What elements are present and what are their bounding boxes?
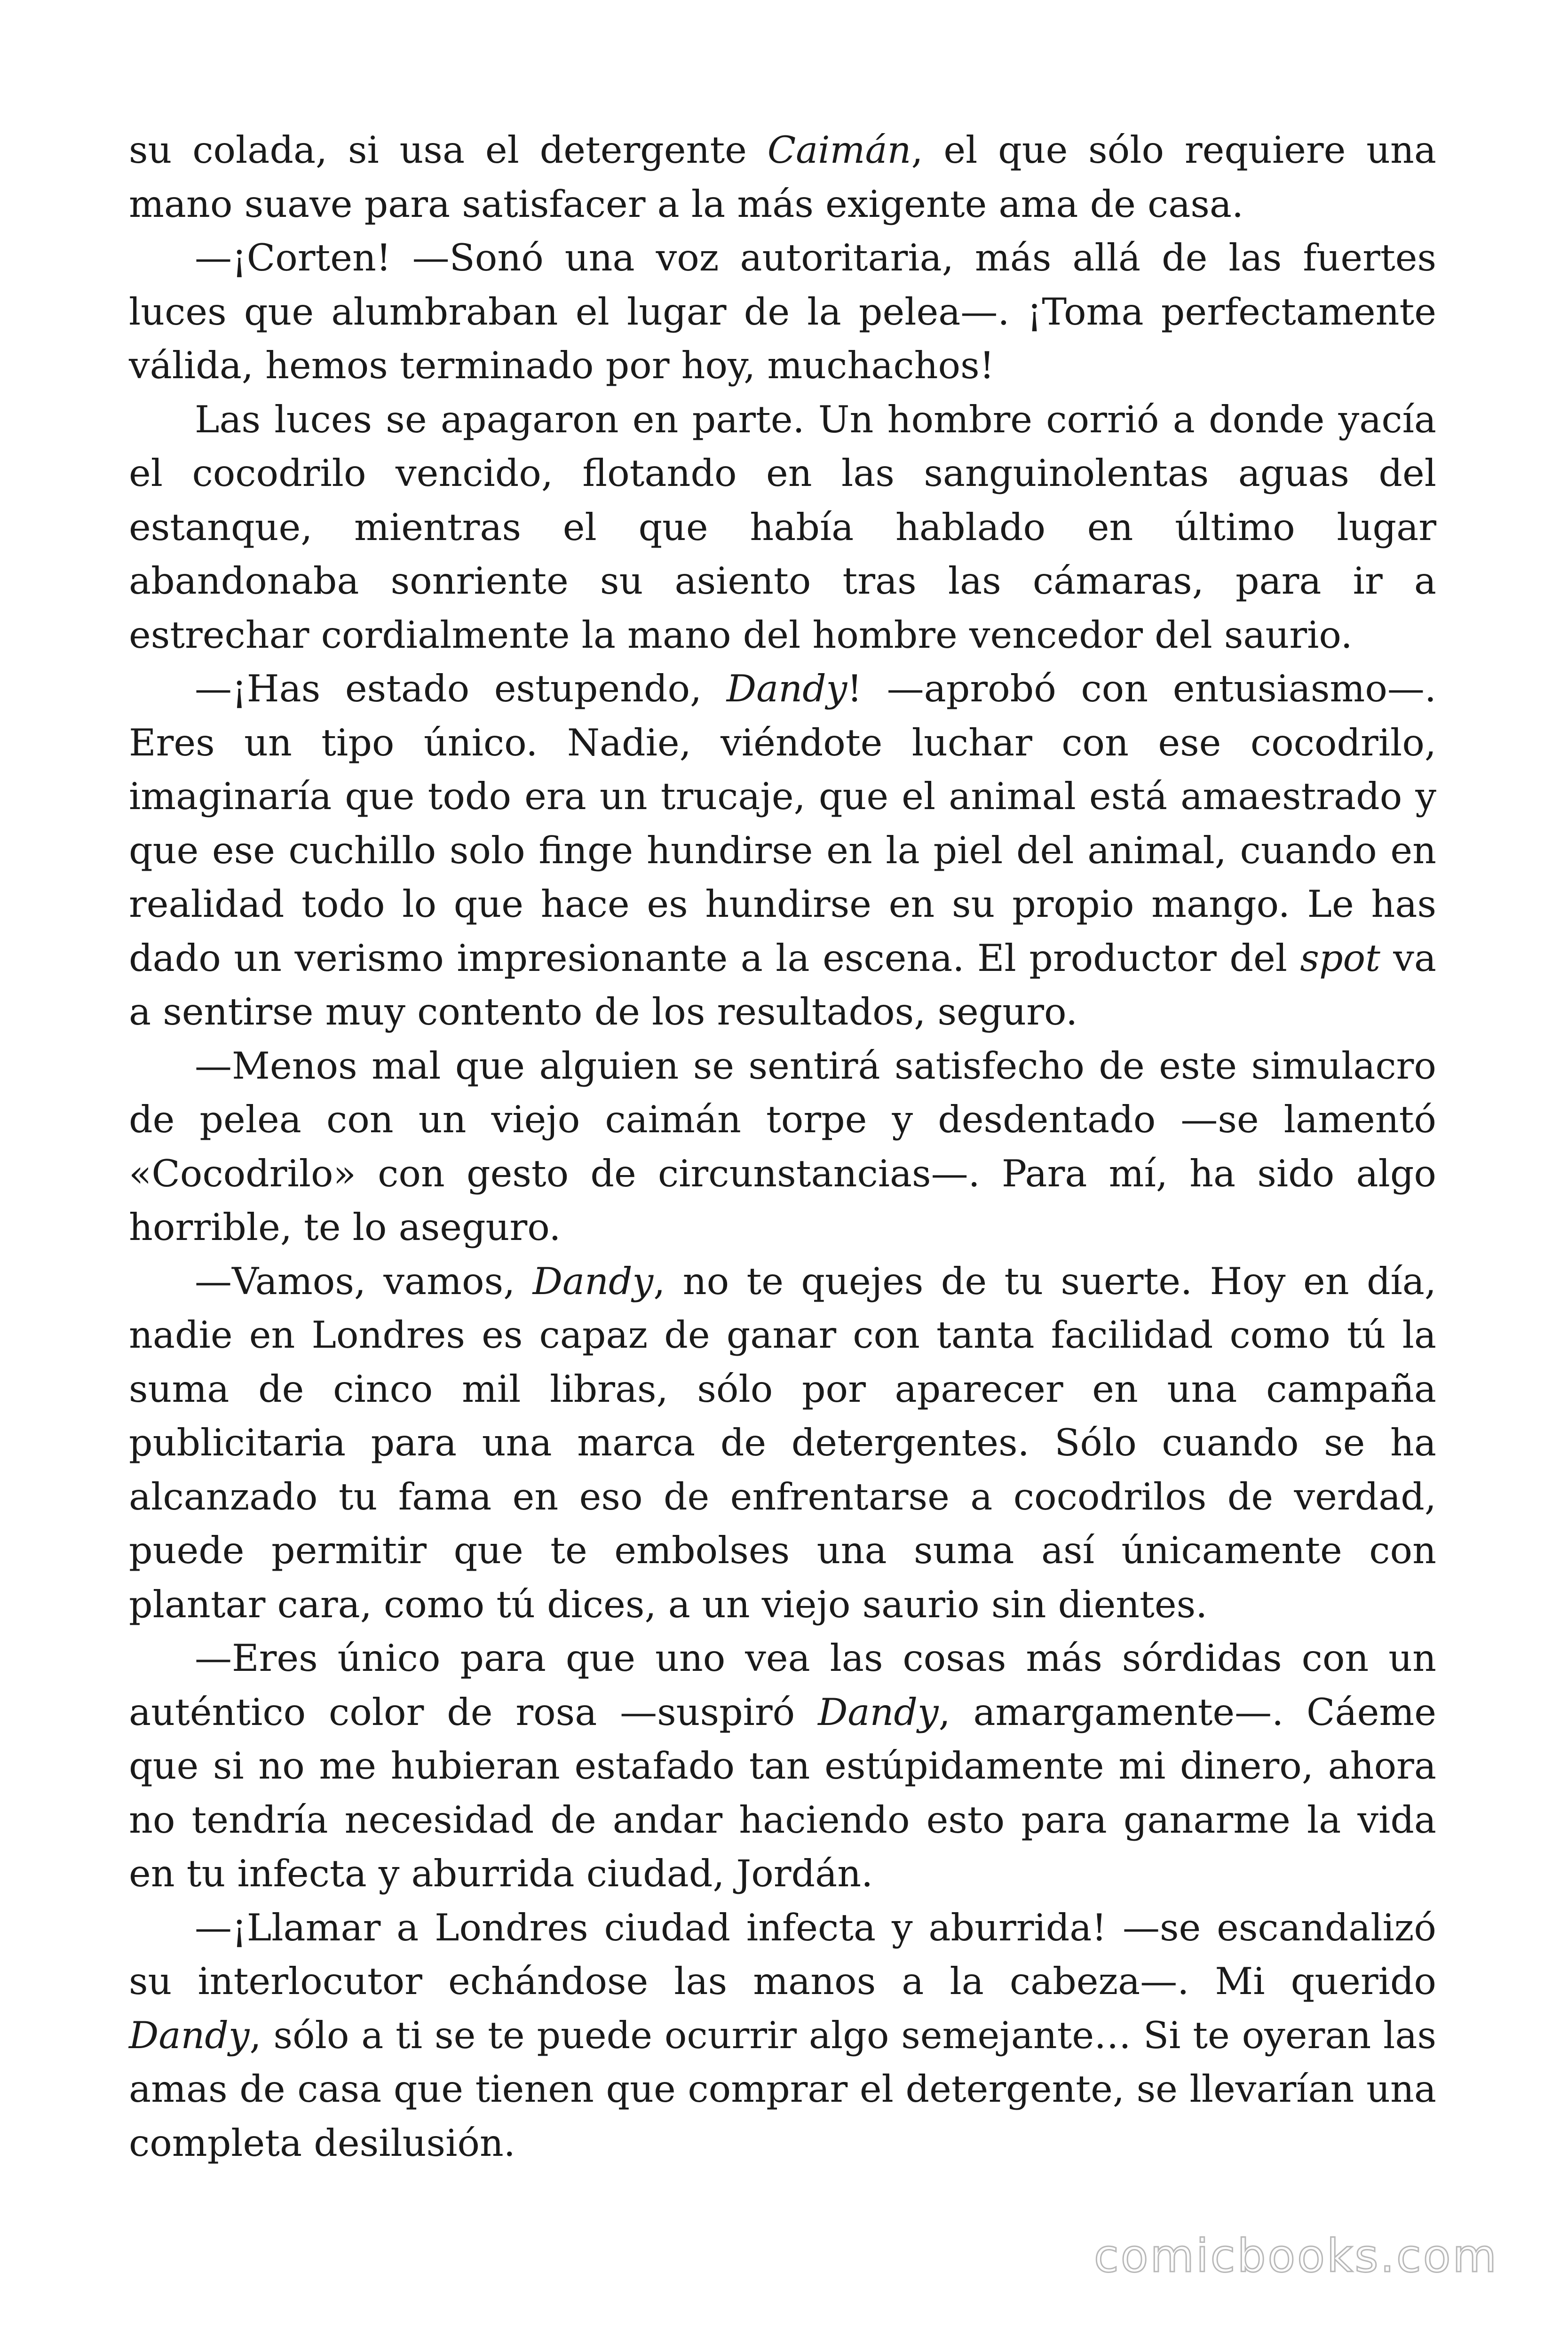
italic-run: Dandy (726, 667, 847, 710)
italic-run: Dandy (129, 2013, 250, 2057)
text-run: —¡Corten! —Sonó una voz autoritaria, más allá de las fuertes luces que alumbraban el lugar de la pelea—. ¡Toma perfectamente válida, hemos terminado por hoy, muchachos! (129, 236, 1436, 387)
text-run: , amargamente—. Cáeme que si no me hubieran estafado tan estúpidamente mi dinero, ahora no tendría necesidad de andar haciendo esto para ganarme la vida en tu infecta y aburrida ciudad, Jordán. (129, 1690, 1436, 1895)
italic-run: Dandy (818, 1690, 939, 1734)
paragraph (129, 1039, 1436, 1255)
text-run: —¡Llamar a Londres ciudad infecta y aburrida! —se escandalizó su interlocutor echándose las manos a la cabeza—. Mi querido (129, 1906, 1436, 2003)
text-run: ! —aprobó con entusiasmo—. Eres un tipo único. Nadie, viéndote luchar con ese cocodrilo, imaginaría que todo era un trucaje, que el animal está amaestrado y que ese cuchillo solo finge hundirse en la piel del animal, cuando en realidad todo lo que hace es hundirse en su propio mango. Le has dado un verismo impresionante a la escena. El productor del (129, 667, 1436, 980)
text-run: —¡Has estado estupendo, (195, 667, 727, 710)
italic-run: spot (1300, 936, 1380, 980)
paragraph (129, 231, 1436, 393)
text-run: —Eres único para que uno vea las cosas más sórdidas con un auténtico color de rosa —suspiró (129, 1637, 1436, 1734)
italic-run: Caimán (767, 128, 911, 172)
paragraph (129, 1631, 1436, 1901)
text-run: va a sentirse muy contento de los resultados, seguro. (129, 936, 1436, 1033)
body-text (129, 123, 1436, 2170)
text-run: —Vamos, vamos, (195, 1259, 533, 1303)
paragraph (129, 662, 1436, 1039)
text-run: , el que sólo requiere una mano suave para satisfacer a la más exigente ama de casa. (129, 128, 1436, 226)
text-run: Las luces se apagaron en parte. Un hombre corrió a donde yacía el cocodrilo vencido, flotando en las sanguinolentas aguas del estanque, mientras el que había hablado en último lugar abandonaba sonriente su asiento tras las cámaras, para ir a estrechar cordialmente la mano del hombre vencedor del saurio. (129, 397, 1436, 657)
italic-run: Dandy (532, 1259, 654, 1303)
paragraph (129, 1255, 1436, 1632)
text-run: , no te quejes de tu suerte. Hoy en día, nadie en Londres es capaz de ganar con tanta facilidad como tú la suma de cinco mil libras, sólo por aparecer en una campaña publicitaria para una marca de detergentes. Sólo cuando se ha alcanzado tu fama en eso de enfrentarse a cocodrilos de verdad, puede permitir que te embolses una suma así únicamente con plantar cara, como tú dices, a un viejo saurio sin dientes. (129, 1259, 1437, 1626)
paragraph (129, 393, 1436, 662)
text-run: , sólo a ti se te puede ocurrir algo semejante… Si te oyeran las amas de casa que tienen que comprar el detergente, se llevarían una completa desilusión. (129, 2013, 1436, 2165)
paragraph (129, 123, 1436, 231)
text-run: —Menos mal que alguien se sentirá satisfecho de este simulacro de pelea con un viejo caimán torpe y desdentado —se lamentó «Cocodrilo» con gesto de circunstancias—. Para mí, ha sido algo horrible, te lo aseguro. (129, 1044, 1436, 1249)
paragraph (129, 1901, 1436, 2170)
text-run: su colada, si usa el detergente (129, 128, 768, 172)
watermark-text: comicbooks.com (1093, 2230, 1498, 2282)
